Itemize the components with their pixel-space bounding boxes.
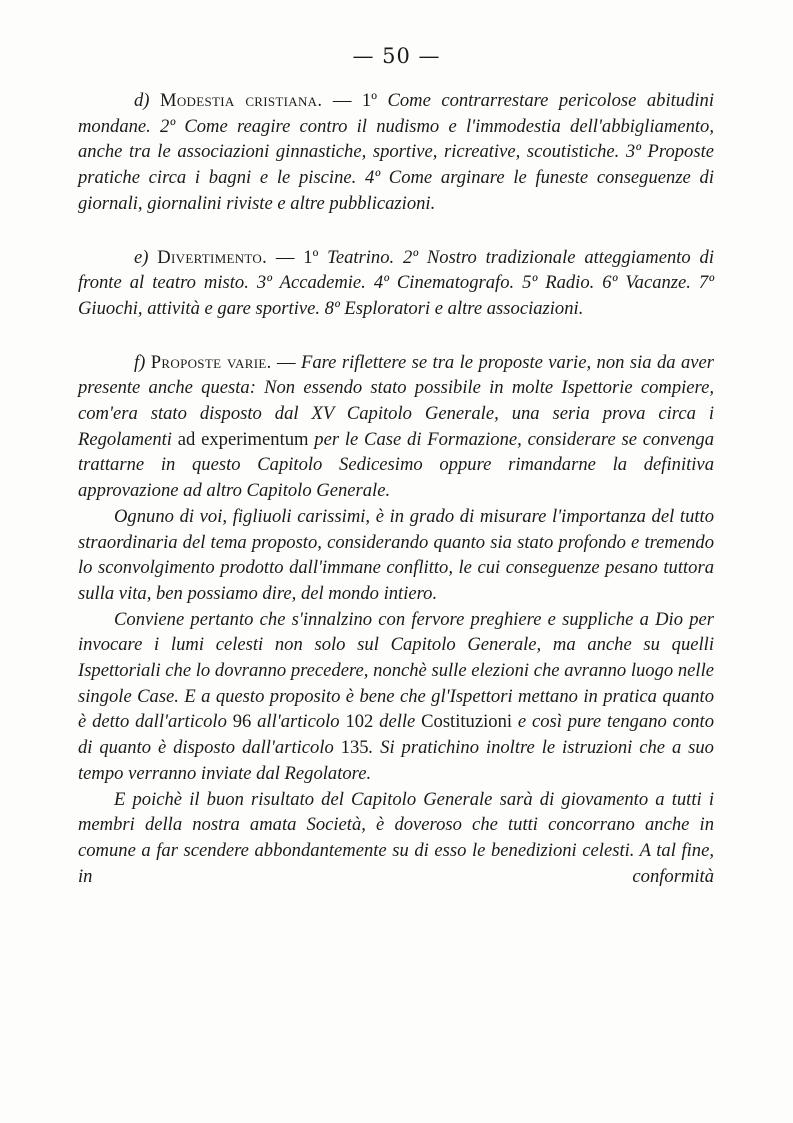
- paragraph-2-text-a: Conviene pertanto che s'innalzino con fervore preghiere e suppliche a Dio per invocare i lumi celesti non solo sul Capitolo Generale, ma anche su quelli Ispettoriali che lo dovranno precedere, nonchè sulle elezioni che avranno luogo nelle singole Case. E a questo proposito è bene che gl'Ispettori mettano in pratica quanto è detto dall'articolo: [78, 608, 714, 733]
- page-number: — 50 —: [352, 44, 441, 68]
- paragraph-1: Ognuno di voi, figliuoli carissimi, è in grado di misurare l'importanza del tutto straordinaria del tema proposto, considerando quanto sia stato profondo e tremendo lo sconvolgimento prodotto dall'immane conflitto, le cui conseguenze pesano tuttora sulla vita, ben possiamo dire, del mondo intiero.: [78, 505, 714, 604]
- paragraph-3: E poichè il buon risultato del Capitolo Generale sarà di giovamento a tutti i membri della nostra amata Società, è doveroso che tutti concorrano anche in comune a far scendere abbondantemente su di esso le benedizioni celesti. A tal fine, in conformità: [78, 788, 714, 887]
- paragraph-2: [78, 607, 714, 787]
- section-f-heading: Proposte varie.: [150, 351, 272, 373]
- section-e-dash: —: [267, 246, 304, 268]
- section-d-text: Come contrarrestare pericolose abitudini mondane. 2º Come reagire contro il nudismo e l'immodestia dell'abbigliamento, anche tra le associazioni ginnastiche, sportive, ricreative, scoutistiche. 3º Proposte pratiche circa i bagni e le piscine. 4º Come arginare le funeste conseguenze di giornali, giornalini riviste e altre pubblicazioni.: [78, 90, 714, 214]
- section-f-text-a: Fare riflettere se tra le proposte varie, non sia da aver presente anche questa: Non essendo stato possibile in molte Ispettorie compiere, com'era stato disposto dal XV Capitolo Generale, una seria prova circa i Regolamenti: [78, 351, 715, 450]
- section-e-text: Teatrino. 2º Nostro tradizionale atteggiamento di fronte al teatro misto. 3º Accademie. 4º Cinematografo. 5º Radio. 6º Vacanze. 7º Giuochi, attività e gare sportive. 8º Esploratori e altre associazioni.: [78, 246, 714, 319]
- paragraph-2-text-b: all'articolo: [251, 711, 346, 733]
- section-d-num: 1º: [361, 90, 377, 111]
- body-text: [78, 88, 714, 889]
- section-f-text-b: per le Case di Formazione, considerare se convenga trattarne in questo Capitolo Sedicesimo oppure rimandarne la definitiva approvazione ad altro Capitolo Generale.: [78, 428, 715, 502]
- section-f-letter: f): [134, 351, 146, 373]
- paragraph-2-article-3: 135: [340, 737, 369, 759]
- section-f-dash: —: [271, 351, 301, 373]
- paragraph-2-text-d: e così pure tengano conto di quanto è disposto dall'articolo: [78, 711, 714, 759]
- paragraph-2-word: Costituzioni: [421, 711, 513, 733]
- paragraph-2-text-e: . Si pratichino inoltre le istruzioni che a suo tempo verranno inviate dal Regolatore.: [78, 737, 714, 784]
- paragraph-2-article-2: 102: [345, 711, 374, 733]
- section-d-letter: d): [134, 90, 150, 111]
- section-e-paragraph: [78, 245, 714, 322]
- section-e-heading: Divertimento.: [157, 246, 268, 268]
- section-f-paragraph: [78, 350, 714, 504]
- section-e-num: 1º: [303, 246, 319, 268]
- paragraph-2-article-1: 96: [232, 711, 252, 733]
- section-f-latin: ad experimentum: [177, 428, 309, 450]
- section-d-dash: —: [322, 90, 362, 111]
- section-e-letter: e): [134, 246, 149, 268]
- paragraph-2-text-c: delle: [373, 711, 422, 733]
- section-d-heading: Modestia cristiana.: [160, 90, 323, 111]
- section-d-paragraph: [78, 88, 714, 217]
